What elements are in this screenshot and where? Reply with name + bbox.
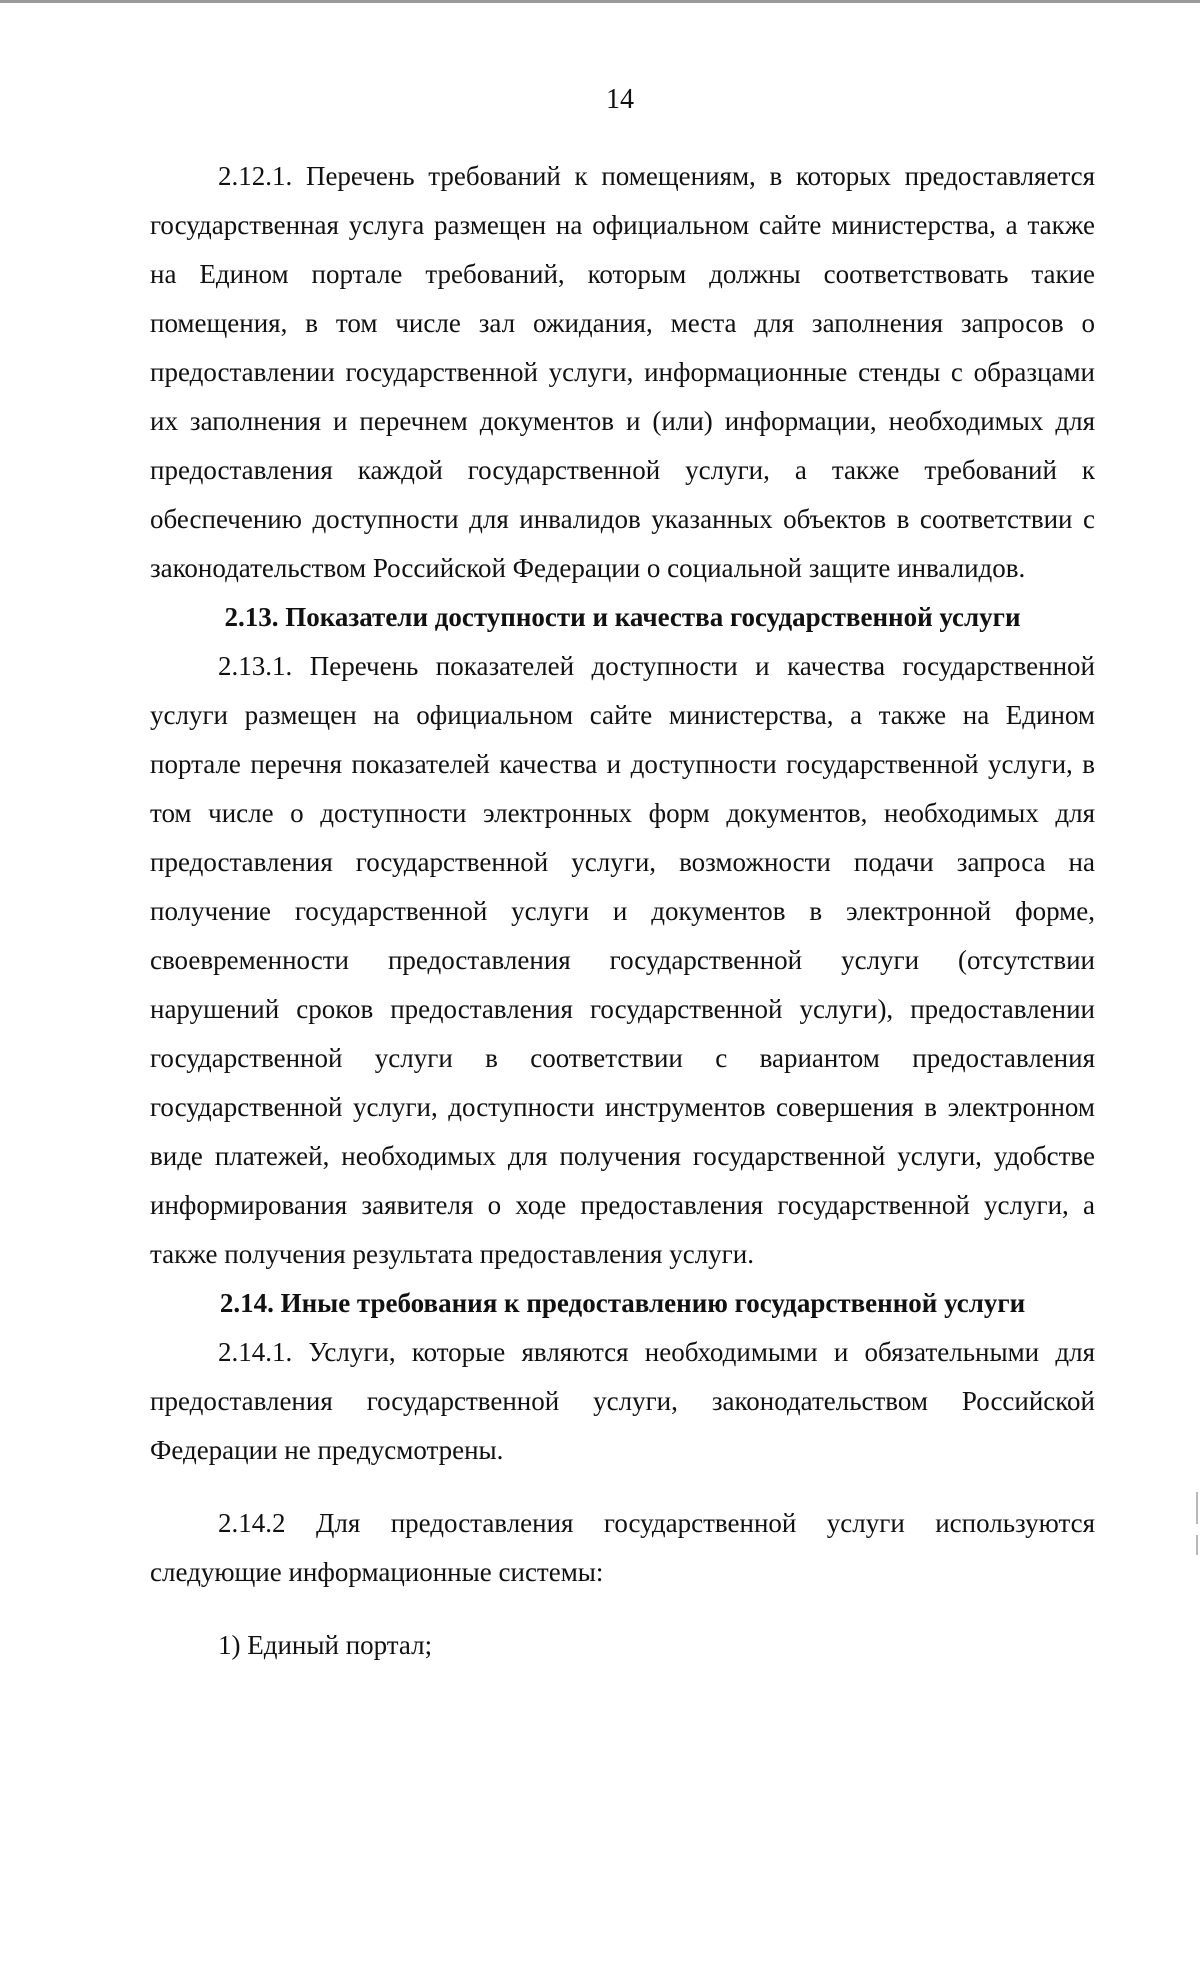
paragraph-2-14-1: 2.14.1. Услуги, которые являются необходимыми и обязательными для предоставления государственной услуги, законодательством Российской Федерации не предусмотрены. xyxy=(150,1337,1095,1465)
paragraph-2-12-1: 2.12.1. Перечень требований к помещениям, в которых предоставляется государственная услуга размещен на официальном сайте министерства, а также на Едином портале требований, которым должны соответствовать такие помещения, в том числе зал ожидания, места для заполнения запросов о предоставлении государственной услуги, информационные стенды с образцами их заполнения и перечнем документов и (или) информации, необходимых для предоставления каждой государственной услуги, а также требований к обеспечению доступности для инвалидов указанных объектов в соответствии с законодательством Российской Федерации о социальной защите инвалидов. xyxy=(150,161,1095,583)
section-heading-2-13: 2.13. Показатели доступности и качества государственной услуги xyxy=(224,602,1021,632)
page-number: 14 xyxy=(606,84,634,115)
scan-top-edge xyxy=(0,0,1200,3)
paragraph-2-14-2: 2.14.2 Для предоставления государственной услуги используются следующие информационные системы: xyxy=(150,1508,1095,1587)
list-item-1: 1) Единый портал; xyxy=(218,1630,433,1660)
section-heading-2-14: 2.14. Иные требования к предоставлению государственной услуги xyxy=(219,1288,1026,1318)
document-body xyxy=(150,152,1095,1670)
scan-edge-mark xyxy=(1196,1492,1198,1524)
scan-edge-mark xyxy=(1196,1535,1198,1555)
paragraph-2-13-1: 2.13.1. Перечень показателей доступности и качества государственной услуги размещен на официальном сайте министерства, а также на Едином портале перечня показателей качества и доступности государственной услуги, в том числе о доступности электронных форм документов, необходимых для предоставления государственной услуги, возможности подачи запроса на получение государственной услуги и документов в электронной форме, своевременности предоставления государственной услуги (отсутствии нарушений сроков предоставления государственной услуги), предоставлении государственной услуги в соответствии с вариантом предоставления государственной услуги, доступности инструментов совершения в электронном виде платежей, необходимых для получения государственной услуги, удобстве информирования заявителя о ходе предоставления государственной услуги, а также получения результата предоставления услуги. xyxy=(150,651,1095,1269)
